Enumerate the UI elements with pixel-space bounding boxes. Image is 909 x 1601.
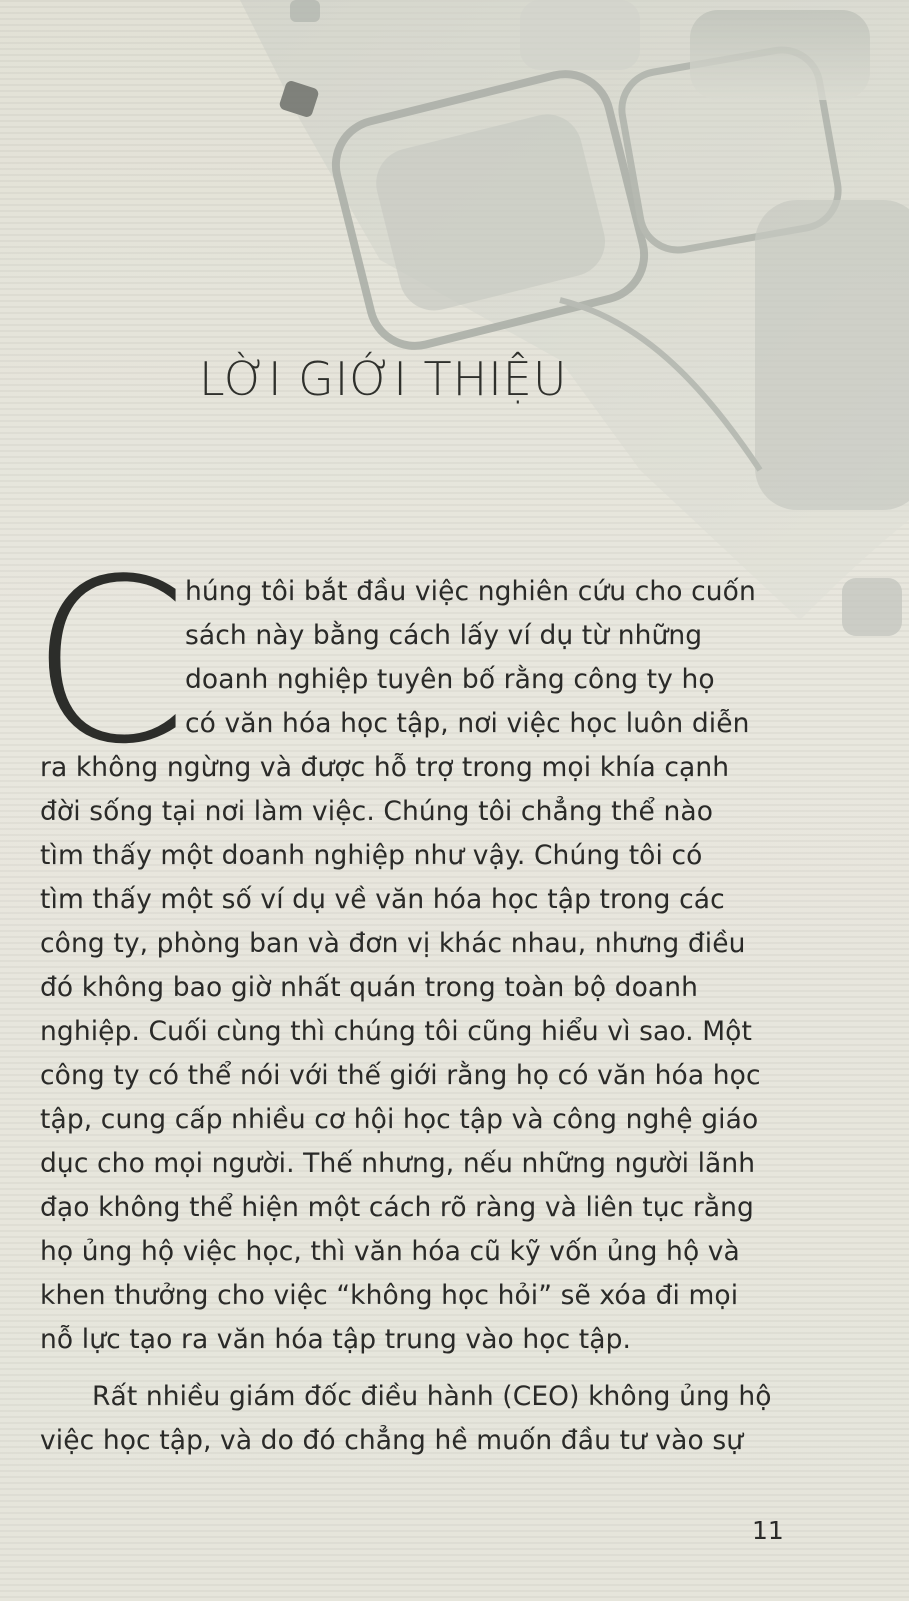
page-number: 11	[752, 1516, 784, 1545]
text-line: đạo không thể hiện một cách rõ ràng và liên tục rằng	[40, 1192, 754, 1223]
text-line: đời sống tại nơi làm việc. Chúng tôi chẳng thể nào	[40, 796, 714, 827]
text-line: họ ủng hộ việc học, thì văn hóa cũ kỹ vốn ủng hộ và	[40, 1236, 740, 1267]
text-line: húng tôi bắt đầu việc nghiên cứu cho cuốn	[185, 576, 756, 607]
text-line: dục cho mọi người. Thế nhưng, nếu những người lãnh	[40, 1148, 756, 1179]
drop-cap: C	[30, 531, 188, 794]
text-line: nghiệp. Cuối cùng thì chúng tôi cũng hiểu vì sao. Một	[40, 1016, 752, 1047]
text-line: công ty, phòng ban và đơn vị khác nhau, nhưng điều	[40, 928, 746, 959]
text-line: tìm thấy một số ví dụ về văn hóa học tập trong các	[40, 884, 725, 915]
text-line: nỗ lực tạo ra văn hóa tập trung vào học tập.	[40, 1324, 632, 1355]
chapter-title: LỜI GIỚI THIỆU	[199, 352, 568, 406]
text-line: sách này bằng cách lấy ví dụ từ những	[185, 620, 703, 651]
text-line: có văn hóa học tập, nơi việc học luôn diễn	[185, 708, 750, 739]
text-line: tập, cung cấp nhiều cơ hội học tập và công nghệ giáo	[40, 1104, 759, 1135]
text-line: khen thưởng cho việc “không học hỏi” sẽ xóa đi mọi	[40, 1280, 739, 1311]
text-line: việc học tập, và do đó chẳng hề muốn đầu tư vào sự	[40, 1425, 744, 1456]
text-line: Rất nhiều giám đốc điều hành (CEO) không ủng hộ	[92, 1381, 772, 1412]
text-line: đó không bao giờ nhất quán trong toàn bộ doanh	[40, 972, 699, 1003]
text-line: ra không ngừng và được hỗ trợ trong mọi khía cạnh	[40, 752, 730, 783]
text-line: tìm thấy một doanh nghiệp như vậy. Chúng tôi có	[40, 840, 703, 871]
text-line: doanh nghiệp tuyên bố rằng công ty họ	[185, 664, 715, 695]
text-line: công ty có thể nói với thế giới rằng họ có văn hóa học	[40, 1060, 761, 1091]
